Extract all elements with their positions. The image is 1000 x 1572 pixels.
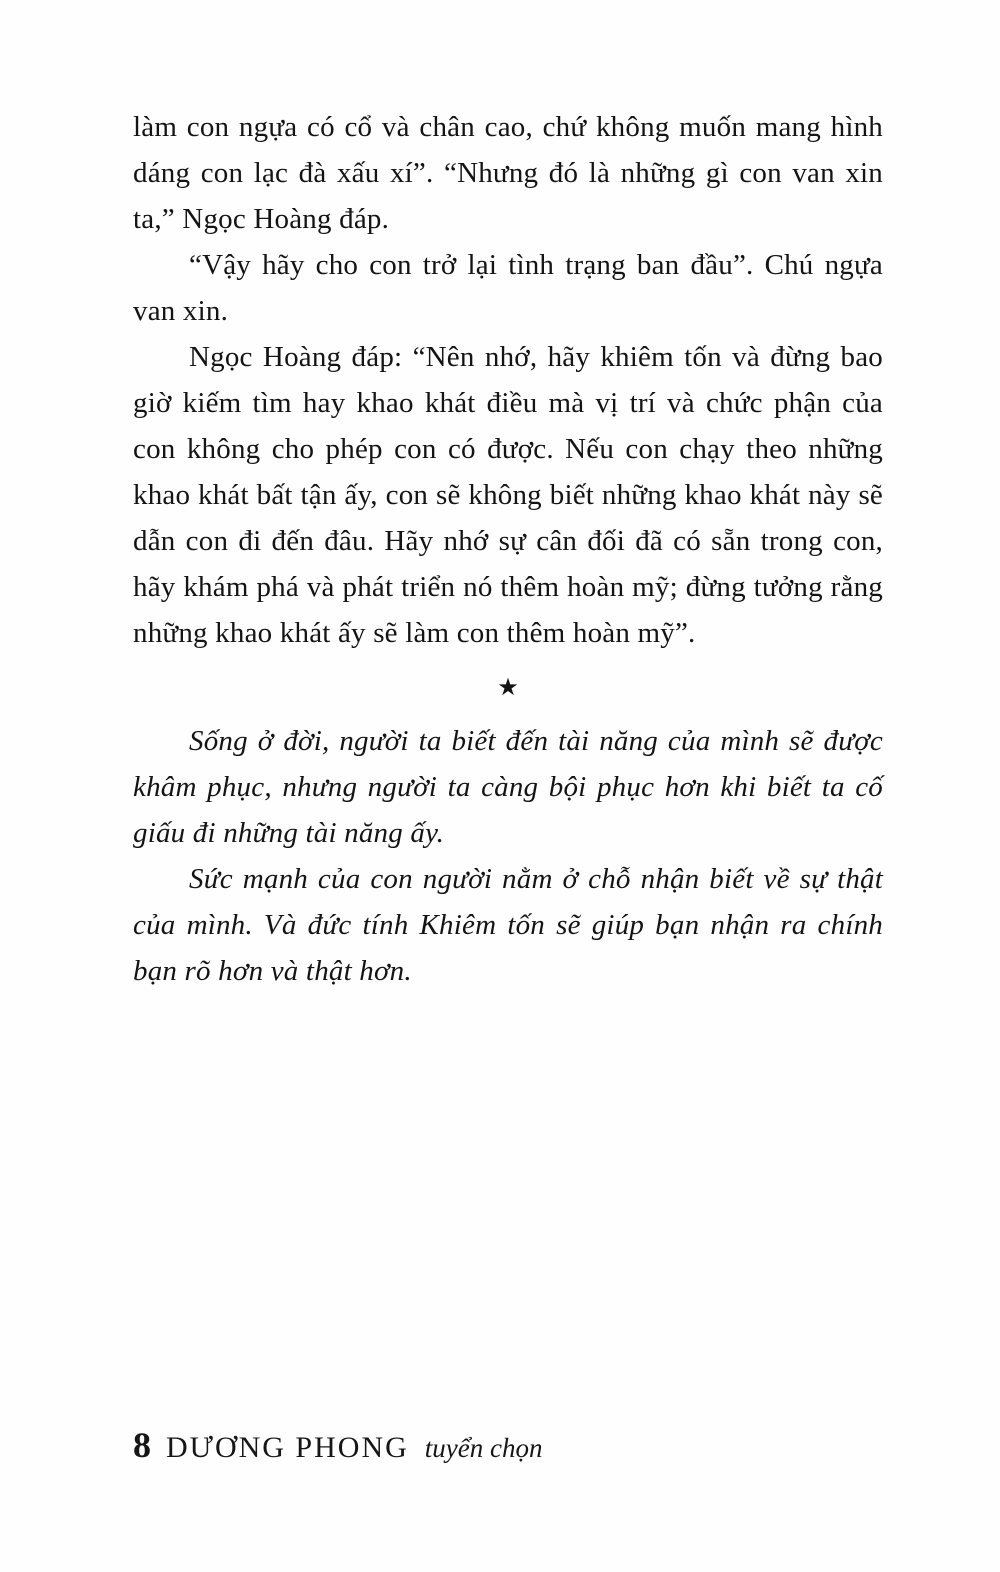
- text-column: [133, 104, 883, 994]
- paragraph: Sức mạnh của con người nằm ở chỗ nhận biết về sự thật của mình. Và đức tính Khiêm tốn sẽ giúp bạn nhận ra chính bạn rõ hơn và thật hơn.: [133, 863, 883, 987]
- paragraph: “Vậy hãy cho con trở lại tình trạng ban đầu”. Chú ngựa van xin.: [133, 249, 883, 327]
- star-divider-icon: ★: [497, 675, 519, 701]
- page-footer: [133, 1424, 542, 1466]
- publisher-name: DƯƠNG PHONG: [166, 1431, 409, 1464]
- body-paragraphs: [133, 104, 883, 656]
- paragraph: Sống ở đời, người ta biết đến tài năng của mình sẽ được khâm phục, nhưng người ta càng bội phục hơn khi biết ta cố giấu đi những tài năng ấy.: [133, 725, 883, 849]
- reflection-paragraphs: [133, 718, 883, 994]
- footer-suffix: tuyển chọn: [424, 1433, 543, 1463]
- paragraph: làm con ngựa có cổ và chân cao, chứ không muốn mang hình dáng con lạc đà xấu xí”. “Nhưng đó là những gì con van xin ta,” Ngọc Hoàng đáp.: [133, 111, 883, 235]
- paragraph: Ngọc Hoàng đáp: “Nên nhớ, hãy khiêm tốn và đừng bao giờ kiếm tìm hay khao khát điều mà vị trí và chức phận của con không cho phép con có được. Nếu con chạy theo những khao khát bất tận ấy, con sẽ không biết những khao khát này sẽ dẫn con đi đến đâu. Hãy nhớ sự cân đối đã có sẵn trong con, hãy khám phá và phát triển nó thêm hoàn mỹ; đừng tưởng rằng những khao khát ấy sẽ làm con thêm hoàn mỹ”.: [133, 341, 883, 649]
- page-number: 8: [133, 1425, 152, 1465]
